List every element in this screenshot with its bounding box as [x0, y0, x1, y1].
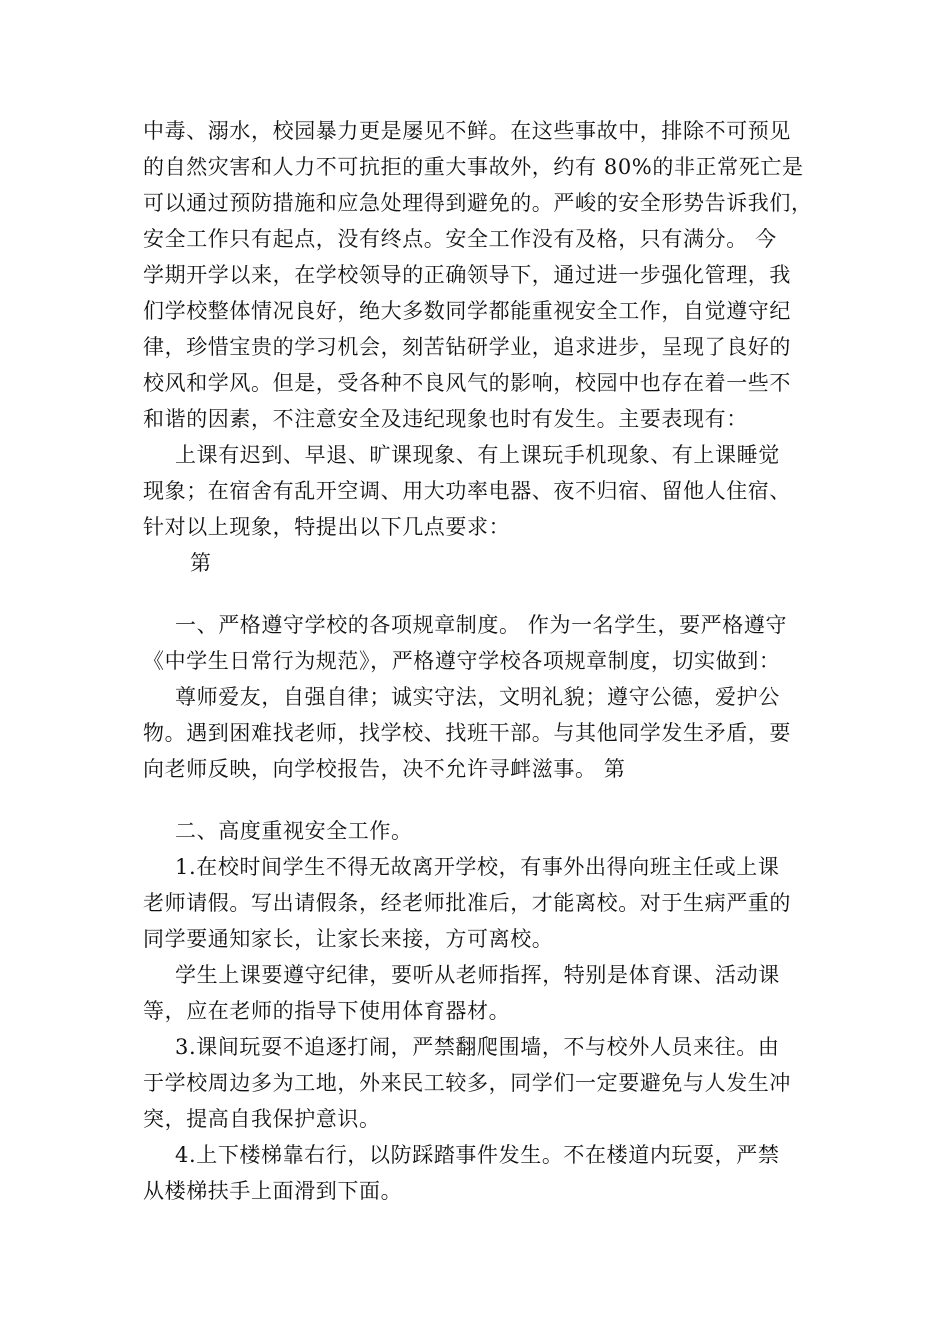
body-text-line: 的自然灾害和人力不可抗拒的重大事故外，约有 80%的非正常死亡是 [143, 155, 804, 179]
body-text-line: 1.在校时间学生不得无故离开学校，有事外出得向班主任或上课 [175, 855, 780, 879]
body-text-line: 针对以上现象，特提出以下几点要求： [143, 515, 511, 539]
body-text-line: 等，应在老师的指导下使用体育器材。 [143, 999, 511, 1023]
body-text-line: 们学校整体情况良好，绝大多数同学都能重视安全工作，自觉遵守纪 [143, 299, 791, 323]
body-text-line: 校风和学风。但是，受各种不良风气的影响，校园中也存在着一些不 [143, 371, 791, 395]
body-text-line: 学生上课要遵守纪律，要听从老师指挥，特别是体育课、活动课 [175, 963, 780, 987]
body-text-line: 现象；在宿舍有乱开空调、用大功率电器、夜不归宿、留他人住宿、 [143, 479, 791, 503]
body-text-line: 于学校周边多为工地，外来民工较多，同学们一定要避免与人发生冲 [143, 1071, 791, 1095]
body-text-line: 学期开学以来，在学校领导的正确领导下，通过进一步强化管理，我 [143, 263, 791, 287]
body-text-line: 安全工作只有起点，没有终点。安全工作没有及格，只有满分。 今 [143, 227, 777, 251]
section-heading-2: 二、高度重视安全工作。 [175, 819, 413, 843]
body-text-line: 向老师反映，向学校报告，决不允许寻衅滋事。 第 [143, 757, 626, 781]
body-text-line: 中毒、溺水，校园暴力更是屡见不鲜。在这些事故中，排除不可预见 [143, 119, 791, 143]
body-text-line: 物。遇到困难找老师，找学校、找班干部。与其他同学发生矛盾，要 [143, 721, 791, 745]
body-text-line: 尊师爱友，自强自律；诚实守法，文明礼貌；遵守公德，爱护公 [175, 685, 780, 709]
body-text-line: 同学要通知家长，让家长来接，方可离校。 [143, 927, 554, 951]
body-text-line: 从楼梯扶手上面滑到下面。 [143, 1179, 403, 1203]
body-text-line: 和谐的因素，不注意安全及违纪现象也时有发生。主要表现有： [143, 407, 748, 431]
body-text-line: 3.课间玩耍不追逐打闹，严禁翻爬围墙，不与校外人员来往。由 [175, 1035, 780, 1059]
body-text-line: 老师请假。写出请假条，经老师批准后，才能离校。对于生病严重的 [143, 891, 791, 915]
body-text-line: 律，珍惜宝贵的学习机会，刻苦钻研学业，追求进步，呈现了良好的 [143, 335, 791, 359]
body-text-line: 《中学生日常行为规范》，严格遵守学校各项规章制度，切实做到： [143, 649, 781, 673]
body-text-line: 突，提高自我保护意识。 [143, 1107, 381, 1131]
body-text-line: 上课有迟到、早退、旷课现象、有上课玩手机现象、有上课睡觉 [175, 443, 780, 467]
body-text-line: 可以通过预防措施和应急处理得到避免的。严峻的安全形势告诉我们， [143, 191, 813, 215]
body-text-line: 4.上下楼梯靠右行，以防踩踏事件发生。不在楼道内玩耍，严禁 [175, 1143, 780, 1167]
section-marker: 第 [190, 551, 212, 575]
section-heading-1: 一、严格遵守学校的各项规章制度。 作为一名学生，要严格遵守 [175, 613, 788, 637]
